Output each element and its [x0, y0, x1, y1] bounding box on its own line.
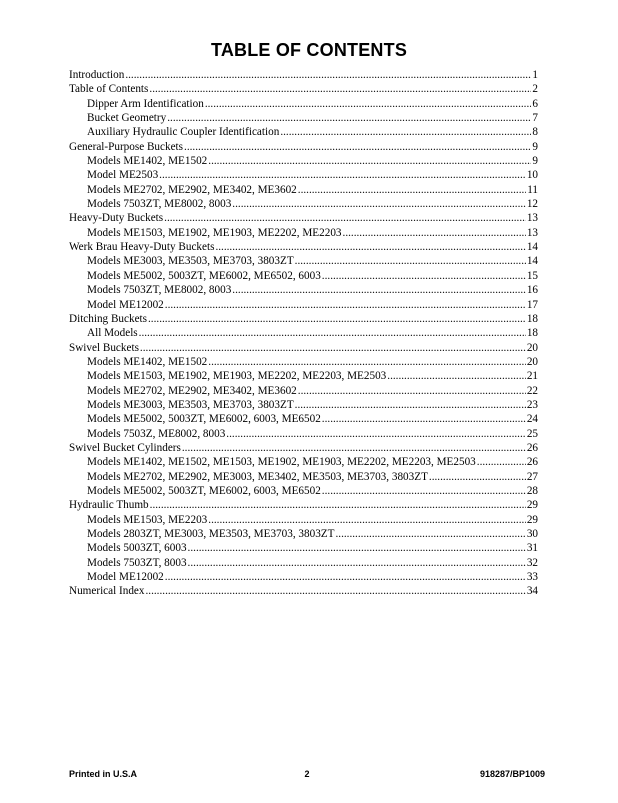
toc-dot-leader	[298, 384, 526, 398]
toc-section[interactable]	[69, 341, 538, 355]
toc-entry-page: 26	[526, 441, 538, 454]
toc-dot-leader	[208, 355, 526, 369]
toc-entry-title: Models 7503ZT, 8003	[87, 556, 187, 569]
toc-entry-page: 6	[532, 97, 538, 110]
toc-entry-title: Swivel Buckets	[69, 341, 139, 354]
toc-section[interactable]	[69, 140, 538, 154]
toc-dot-leader	[145, 584, 525, 598]
toc-section[interactable]	[69, 498, 538, 512]
toc-subentry[interactable]	[69, 111, 538, 125]
toc-entry-title: Models ME5002, 5003ZT, ME6002, 6003, ME6502	[87, 413, 321, 426]
toc-entry-title: Models ME1402, ME1502	[87, 155, 208, 168]
toc-dot-leader	[188, 556, 526, 570]
toc-entry-page: 11	[527, 183, 538, 196]
toc-entry-title: Werk Brau Heavy-Duty Buckets	[69, 241, 215, 254]
toc-dot-leader	[150, 498, 526, 512]
footer-page-number: 2	[304, 769, 310, 779]
toc-entry-title: Models ME1503, ME2203	[87, 513, 208, 526]
toc-dot-leader	[208, 513, 526, 527]
toc-entry-page: 1	[532, 69, 538, 81]
toc-entry-page: 28	[526, 484, 538, 497]
toc-subentry[interactable]	[69, 398, 538, 412]
toc-dot-leader	[387, 369, 526, 383]
toc-entry-title: Models ME2702, ME2902, ME3003, ME3402, ME3503, ME3703, 3803ZT	[87, 470, 428, 483]
toc-entry-title: Models ME5002, 5003ZT, ME6002, 6003, ME6502	[87, 484, 321, 497]
toc-dot-leader	[343, 226, 526, 240]
toc-subentry[interactable]	[69, 326, 538, 340]
toc-entry-page: 29	[526, 513, 538, 526]
toc-dot-leader	[184, 140, 531, 154]
toc-dot-leader	[226, 427, 526, 441]
toc-entry-page: 18	[526, 312, 538, 325]
toc-entry-title: Swivel Bucket Cylinders	[69, 441, 181, 454]
toc-subentry[interactable]	[69, 455, 538, 469]
toc-entry-page: 16	[526, 284, 538, 297]
toc-section[interactable]	[69, 240, 538, 254]
toc-entry-page: 17	[526, 298, 538, 311]
toc-entry-page: 30	[526, 528, 538, 540]
toc-subentry[interactable]	[69, 412, 538, 426]
toc-entry-page: 2	[532, 83, 538, 96]
toc-entry-title: Model ME12002	[87, 298, 164, 311]
toc-dot-leader	[335, 527, 525, 541]
toc-dot-leader	[322, 484, 526, 498]
toc-subentry[interactable]	[69, 384, 538, 398]
toc-subentry[interactable]	[69, 570, 538, 584]
toc-entry-page: 21	[526, 370, 538, 383]
toc-entry-title: Models ME1503, ME1902, ME1903, ME2202, ME2203, ME2503	[87, 370, 387, 383]
toc-entry-page: 22	[526, 384, 538, 397]
toc-subentry[interactable]	[69, 541, 538, 555]
toc-entry-title: Models ME1402, ME1502	[87, 355, 208, 368]
toc-entry-page: 27	[526, 470, 538, 483]
toc-entry-title: Models ME2702, ME2902, ME3402, ME3602	[87, 183, 297, 196]
toc-dot-leader	[149, 82, 531, 96]
page-footer	[69, 769, 545, 783]
toc-subentry[interactable]	[69, 154, 538, 168]
toc-entry-page: 13	[526, 212, 538, 225]
toc-subentry[interactable]	[69, 283, 538, 297]
toc-entry-page: 33	[526, 571, 538, 584]
toc-subentry[interactable]	[69, 269, 538, 283]
toc-dot-leader	[298, 183, 526, 197]
toc-entry-page: 26	[526, 456, 538, 469]
toc-dot-leader	[167, 111, 531, 125]
toc-entry-title: Table of Contents	[69, 83, 149, 96]
toc-subentry[interactable]	[69, 355, 538, 369]
page-title: TABLE OF CONTENTS	[210, 40, 408, 60]
footer-document-code: 918287/BP1009	[479, 769, 545, 779]
toc-entry-page: 8	[532, 126, 538, 139]
toc-dot-leader	[322, 412, 526, 426]
toc-entry-title: Models ME3003, ME3503, ME3703, 3803ZT	[87, 398, 294, 411]
toc-entry-title: Models ME3003, ME3503, ME3703, 3803ZT	[87, 255, 294, 268]
toc-subentry[interactable]	[69, 254, 538, 268]
toc-entry-page: 25	[526, 427, 538, 440]
toc-entry-page: 31	[526, 542, 538, 555]
toc-entry-title: Hydraulic Thumb	[69, 499, 149, 512]
toc-entry-title: Model ME2503	[87, 169, 159, 182]
toc-subentry[interactable]	[69, 513, 538, 527]
toc-section[interactable]	[69, 441, 538, 455]
toc-dot-leader	[280, 125, 531, 139]
toc-entry-page: 10	[526, 169, 538, 182]
toc-dot-leader	[164, 211, 526, 225]
toc-dot-leader	[165, 298, 526, 312]
toc-dot-leader	[140, 341, 526, 355]
toc-dot-leader	[322, 269, 526, 283]
toc-entry-page: 14	[526, 255, 538, 268]
toc-entry-title: Dipper Arm Identification	[87, 97, 204, 110]
toc-entry-page: 20	[526, 355, 538, 368]
toc-entry-title: Model ME12002	[87, 571, 164, 584]
toc-entry-page: 9	[532, 140, 538, 153]
toc-subentry[interactable]	[69, 226, 538, 240]
toc-dot-leader	[232, 283, 526, 297]
toc-dot-leader	[125, 68, 531, 82]
toc-dot-leader	[215, 240, 525, 254]
table-of-contents	[69, 68, 538, 599]
toc-entry-page: 32	[526, 556, 538, 569]
toc-entry-title: Ditching Buckets	[69, 312, 147, 325]
toc-section[interactable]	[69, 312, 538, 326]
toc-entry-title: Models 5003ZT, 6003	[87, 542, 187, 555]
toc-subentry[interactable]	[69, 484, 538, 498]
toc-subentry[interactable]	[69, 97, 538, 111]
toc-entry-title: Models ME2702, ME2902, ME3402, ME3602	[87, 384, 297, 397]
toc-subentry[interactable]	[69, 470, 538, 484]
toc-entry-title: Numerical Index	[69, 585, 145, 598]
toc-subentry[interactable]	[69, 183, 538, 197]
toc-entry-title: Models 2803ZT, ME3003, ME3503, ME3703, 3803ZT	[87, 528, 335, 540]
toc-entry-page: 24	[526, 413, 538, 426]
toc-subentry[interactable]	[69, 369, 538, 383]
toc-entry-page: 23	[526, 398, 538, 411]
toc-dot-leader	[165, 570, 526, 584]
toc-subentry[interactable]	[69, 298, 538, 312]
toc-entry-page: 12	[526, 198, 538, 211]
toc-entry-title: Bucket Geometry	[87, 112, 167, 125]
toc-entry-title: Heavy-Duty Buckets	[69, 212, 164, 225]
toc-dot-leader	[208, 154, 531, 168]
toc-entry-title: Models ME1402, ME1502, ME1503, ME1902, ME1903, ME2202, ME2203, ME2503	[87, 456, 476, 469]
toc-entry-title: General-Purpose Buckets	[69, 140, 184, 153]
toc-entry-page: 29	[526, 499, 538, 512]
toc-entry-title: Models 7503ZT, ME8002, 8003	[87, 284, 232, 297]
toc-dot-leader	[159, 168, 526, 182]
toc-entry-page: 7	[532, 112, 538, 125]
toc-dot-leader	[477, 455, 526, 469]
toc-dot-leader	[295, 254, 526, 268]
toc-subentry[interactable]	[69, 427, 538, 441]
toc-entry-page: 9	[532, 155, 538, 168]
toc-entry-title: Models ME1503, ME1902, ME1903, ME2202, ME2203	[87, 226, 342, 239]
toc-subentry[interactable]	[69, 168, 538, 182]
toc-entry-page: 34	[526, 585, 538, 598]
toc-subentry[interactable]	[69, 556, 538, 570]
toc-entry-page: 13	[526, 226, 538, 239]
toc-dot-leader	[232, 197, 526, 211]
toc-dot-leader	[139, 326, 526, 340]
toc-subentry[interactable]	[69, 527, 538, 541]
toc-entry-title: Models 7503Z, ME8002, 8003	[87, 427, 226, 440]
toc-entry-title: Auxiliary Hydraulic Coupler Identification	[87, 126, 280, 139]
toc-section[interactable]	[69, 584, 538, 598]
toc-dot-leader	[295, 398, 526, 412]
toc-subentry[interactable]	[69, 197, 538, 211]
toc-dot-leader	[148, 312, 526, 326]
toc-entry-title: Models ME5002, 5003ZT, ME6002, ME6502, 6003	[87, 269, 321, 282]
toc-entry-page: 20	[526, 341, 538, 354]
toc-subentry[interactable]	[69, 125, 538, 139]
toc-dot-leader	[188, 541, 526, 555]
toc-entry-page: 14	[526, 241, 538, 254]
toc-dot-leader	[205, 97, 532, 111]
toc-dot-leader	[429, 470, 526, 484]
toc-entry-page: 15	[526, 269, 538, 282]
footer-print-location: Printed in U.S.A	[69, 769, 138, 779]
toc-section[interactable]	[69, 211, 538, 225]
toc-entry-title: Models 7503ZT, ME8002, 8003	[87, 198, 232, 211]
toc-section[interactable]	[69, 68, 538, 82]
toc-entry-title: Introduction	[69, 69, 125, 81]
toc-dot-leader	[182, 441, 526, 455]
toc-entry-title: All Models	[87, 327, 138, 340]
toc-entry-page: 18	[526, 327, 538, 340]
toc-section[interactable]	[69, 82, 538, 96]
